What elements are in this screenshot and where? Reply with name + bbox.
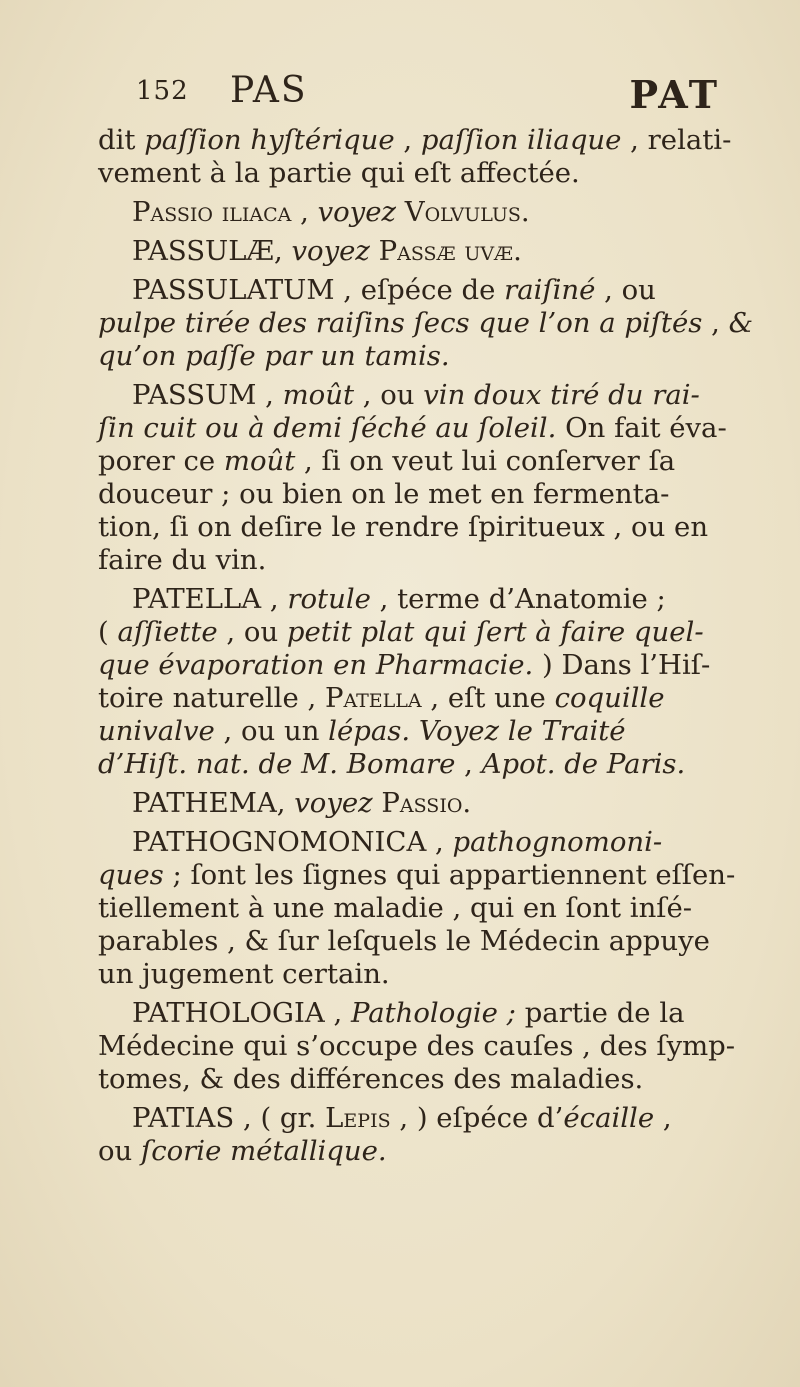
entry-line	[98, 511, 764, 544]
entry-text: ,	[654, 1102, 672, 1134]
entry-text: paſſion iliaque	[420, 124, 622, 156]
entry-text: pathognomoni-	[452, 826, 663, 858]
dictionary-entry	[98, 235, 764, 268]
entry-text: voyez	[294, 787, 373, 819]
entry-line	[98, 1135, 764, 1168]
entry-line	[98, 748, 764, 781]
header-left-word: PAS	[230, 70, 308, 111]
entry-text: PATHOLOGIA ,	[132, 997, 351, 1029]
entry-line	[98, 925, 764, 958]
entry-line	[98, 997, 764, 1030]
entry-text: coquille	[554, 682, 665, 714]
entry-text: paſſion hyſtérique	[144, 124, 395, 156]
entry-line	[98, 1102, 764, 1135]
entry-text: ,	[291, 196, 318, 228]
entry-text: , eſt une	[421, 682, 555, 714]
entry-line	[98, 1030, 764, 1063]
entry-text: petit plat qui ſert à faire quel-	[286, 616, 704, 648]
dictionary-entry	[98, 826, 764, 991]
entry-line	[98, 649, 764, 682]
entry-text: pulpe tirée des raiſins ſecs que l’on a piſtés	[98, 307, 703, 339]
dictionary-entry	[98, 196, 764, 229]
entry-line	[98, 445, 764, 478]
entry-line	[98, 616, 764, 649]
entry-text: ,	[455, 748, 482, 780]
entry-text: , ſi on veut lui conſerver ſa	[295, 445, 676, 477]
entry-line	[98, 157, 764, 190]
entry-text: PATIAS , ( gr.	[132, 1102, 326, 1134]
header-right-word: PAT	[629, 72, 720, 117]
entry-line	[98, 124, 764, 157]
entry-text: ,	[702, 307, 729, 339]
entry-text: (	[98, 616, 118, 648]
entry-text	[370, 235, 379, 267]
entry-text: , ou	[354, 379, 424, 411]
entry-line	[98, 826, 764, 859]
entry-line	[98, 682, 764, 715]
entry-text: Volvulus.	[404, 196, 530, 228]
entry-text: aſſiette	[117, 616, 218, 648]
entry-text: que évaporation en Pharmacie.	[98, 649, 534, 681]
entry-line	[98, 235, 764, 268]
entry-text: dit	[98, 124, 145, 156]
entry-text: raiſiné	[504, 274, 596, 306]
entry-text: Passio.	[381, 787, 472, 819]
entry-line	[98, 412, 764, 445]
entry-text: ſcorie métallique.	[141, 1135, 387, 1167]
entry-text: tomes, & des différences des maladies.	[98, 1063, 644, 1095]
dictionary-entry	[98, 583, 764, 781]
entry-text: tiellement à une maladie , qui en ſont inſé-	[98, 892, 693, 924]
entry-text: PASSUM ,	[132, 379, 283, 411]
entry-text: parables , & ſur leſquels le Médecin appuye	[98, 925, 710, 957]
entry-text: moût	[282, 379, 354, 411]
dictionary-entry	[98, 274, 764, 373]
entry-text: ſin cuit ou à demi ſéché au ſoleil.	[98, 412, 557, 444]
entry-line	[98, 379, 764, 412]
entry-line	[98, 544, 764, 577]
running-header	[130, 68, 720, 124]
entry-text: Pathologie ;	[350, 997, 516, 1029]
entry-text: , ou	[217, 616, 287, 648]
entry-text: , terme d’Anatomie ;	[370, 583, 666, 615]
entry-line	[98, 340, 764, 373]
entry-text: ques	[98, 859, 164, 891]
entry-text: PATELLA ,	[132, 583, 288, 615]
entry-text: lépas. Voyez le Traité	[328, 715, 626, 747]
entry-text: , relati-	[621, 124, 732, 156]
entry-text: PASSULÆ,	[132, 235, 292, 267]
entry-text: moût	[223, 445, 296, 477]
entry-line	[98, 307, 764, 340]
entry-text: univalve	[98, 715, 215, 747]
entry-text: , ) eſpéce d’	[390, 1102, 564, 1134]
entry-text: ) Dans l’Hiſ-	[533, 649, 711, 681]
entry-text: voyez	[291, 235, 370, 267]
entry-text: On fait éva-	[556, 412, 727, 444]
entry-line	[98, 196, 764, 229]
entry-text: partie de la	[515, 997, 685, 1029]
entry-text: d’Hiſt. nat. de M. Bomare	[98, 748, 456, 780]
entry-text: vin doux tiré du rai-	[423, 379, 700, 411]
entry-line	[98, 715, 764, 748]
entry-text: PASSULATUM , eſpéce de	[132, 274, 505, 306]
page-number: 152	[136, 76, 189, 106]
entry-text: Apot. de Paris.	[481, 748, 686, 780]
entry-text	[396, 196, 405, 228]
dictionary-entries	[98, 124, 764, 1174]
entry-line	[98, 958, 764, 991]
entry-line	[98, 478, 764, 511]
entry-text: PATHOGNOMONICA ,	[132, 826, 453, 858]
entry-text: , ou	[595, 274, 656, 306]
entry-text: &	[728, 307, 754, 339]
entry-text: Passio iliaca	[132, 196, 292, 228]
entry-line	[98, 859, 764, 892]
entry-text: faire du vin.	[98, 544, 267, 576]
entry-line	[98, 1063, 764, 1096]
entry-text: ; ſont les ſignes qui appartiennent eſſen-	[163, 859, 736, 891]
entry-text: voyez	[317, 196, 396, 228]
entry-text: ou	[98, 1135, 142, 1167]
entry-text: tion, ſi on deſire le rendre ſpiritueux , ou en	[98, 511, 709, 543]
entry-text: , ou un	[214, 715, 329, 747]
entry-text: douceur ; ou bien on le met en fermenta-	[98, 478, 670, 510]
entry-line	[98, 274, 764, 307]
entry-text: Médecine qui s’occupe des cauſes , des ſymp-	[98, 1030, 736, 1062]
entry-text: Patella	[324, 682, 422, 714]
entry-text: ,	[394, 124, 421, 156]
entry-text: porer ce	[98, 445, 224, 477]
entry-text: écaille	[563, 1102, 655, 1134]
entry-text: PATHEMA,	[132, 787, 295, 819]
entry-line	[98, 583, 764, 616]
dictionary-entry	[98, 787, 764, 820]
entry-text: toire naturelle ,	[98, 682, 325, 714]
entry-line	[98, 787, 764, 820]
entry-text: qu’on paſſe par un tamis.	[98, 340, 450, 372]
entry-text: rotule	[287, 583, 371, 615]
dictionary-entry	[98, 1102, 764, 1168]
entry-text: vement à la partie qui eſt affectée.	[98, 157, 580, 189]
entry-line	[98, 892, 764, 925]
entry-text: Passæ uvæ.	[378, 235, 522, 267]
dictionary-entry	[98, 124, 764, 190]
dictionary-entry	[98, 997, 764, 1096]
entry-text: un jugement certain.	[98, 958, 390, 990]
dictionary-entry	[98, 379, 764, 577]
entry-text: Lepis	[325, 1102, 391, 1134]
